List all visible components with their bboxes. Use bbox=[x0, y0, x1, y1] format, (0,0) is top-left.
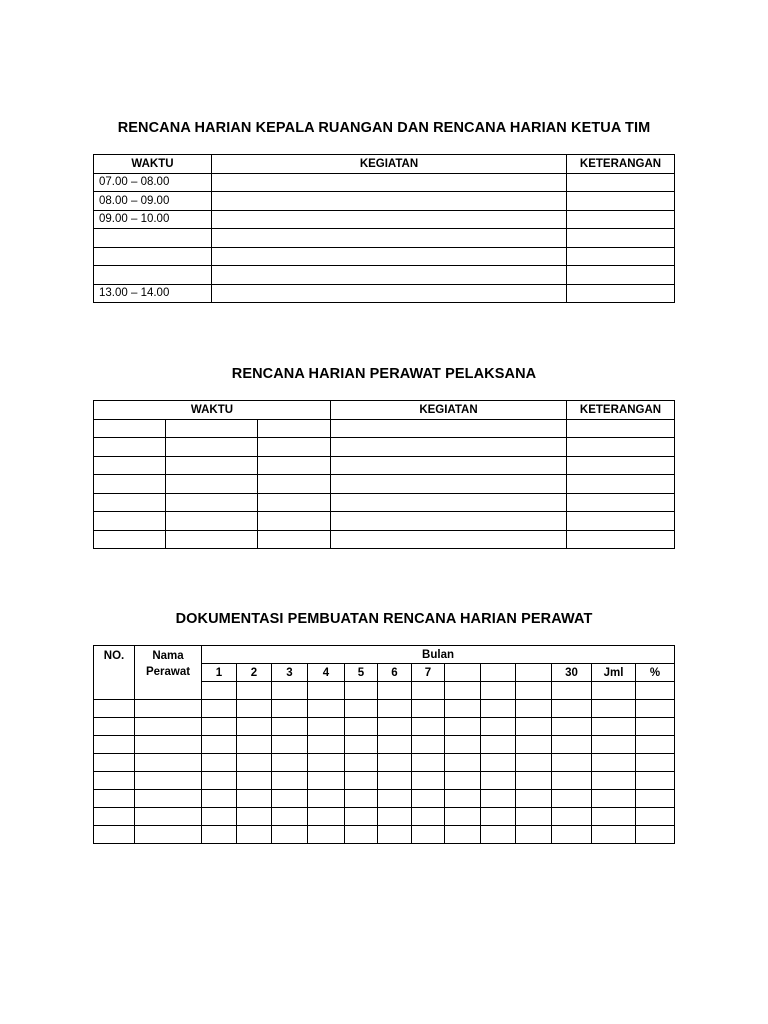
table-cell[interactable] bbox=[135, 718, 202, 736]
table-cell[interactable] bbox=[202, 754, 237, 772]
table-cell[interactable] bbox=[636, 826, 675, 844]
table-cell[interactable] bbox=[516, 826, 552, 844]
table-cell[interactable] bbox=[272, 736, 308, 754]
table-cell[interactable] bbox=[592, 754, 636, 772]
table-cell[interactable] bbox=[481, 826, 516, 844]
table-cell[interactable] bbox=[94, 530, 166, 549]
table-cell[interactable] bbox=[516, 682, 552, 700]
table-cell[interactable] bbox=[135, 700, 202, 718]
header-waktu: WAKTU bbox=[94, 401, 331, 420]
table-cell[interactable] bbox=[345, 700, 378, 718]
keterangan-cell[interactable] bbox=[567, 210, 675, 229]
table-cell[interactable] bbox=[308, 754, 345, 772]
table-cell[interactable] bbox=[345, 718, 378, 736]
table-cell[interactable] bbox=[135, 826, 202, 844]
table-cell[interactable] bbox=[636, 736, 675, 754]
table-cell[interactable] bbox=[308, 736, 345, 754]
table-cell[interactable] bbox=[412, 826, 445, 844]
nama-label: Nama bbox=[152, 650, 184, 662]
table-cell[interactable] bbox=[237, 808, 272, 826]
table-cell[interactable] bbox=[481, 772, 516, 790]
table-cell[interactable] bbox=[237, 682, 272, 700]
table-cell[interactable] bbox=[94, 790, 135, 808]
table-cell[interactable] bbox=[516, 736, 552, 754]
table-cell[interactable] bbox=[636, 790, 675, 808]
day-header: 6 bbox=[378, 664, 412, 682]
table-row bbox=[94, 192, 675, 211]
table-cell[interactable] bbox=[202, 736, 237, 754]
time-cell[interactable] bbox=[94, 229, 212, 248]
table-cell[interactable] bbox=[378, 808, 412, 826]
table-row bbox=[94, 419, 675, 438]
keterangan-cell[interactable] bbox=[567, 173, 675, 192]
table-cell[interactable] bbox=[166, 512, 258, 531]
day-header: 5 bbox=[345, 664, 378, 682]
perawat-label: Perawat bbox=[145, 666, 191, 678]
table-cell[interactable] bbox=[378, 700, 412, 718]
table-cell[interactable] bbox=[516, 700, 552, 718]
table-cell[interactable] bbox=[567, 512, 675, 531]
table-cell[interactable] bbox=[592, 700, 636, 718]
table-cell[interactable] bbox=[166, 475, 258, 494]
table-row bbox=[94, 173, 675, 192]
table-cell[interactable] bbox=[412, 754, 445, 772]
table-cell[interactable] bbox=[445, 826, 481, 844]
table-header-row bbox=[94, 646, 675, 664]
table-header-row bbox=[94, 155, 675, 174]
table-cell[interactable] bbox=[481, 754, 516, 772]
table-cell[interactable] bbox=[552, 682, 592, 700]
table-cell[interactable] bbox=[272, 754, 308, 772]
table-cell[interactable] bbox=[331, 419, 567, 438]
table-cell[interactable] bbox=[308, 718, 345, 736]
table-cell[interactable] bbox=[258, 512, 331, 531]
table-cell[interactable] bbox=[516, 772, 552, 790]
table-cell[interactable] bbox=[552, 808, 592, 826]
table-cell[interactable] bbox=[308, 700, 345, 718]
table-cell[interactable] bbox=[445, 700, 481, 718]
table-row bbox=[94, 266, 675, 285]
kegiatan-cell[interactable] bbox=[212, 247, 567, 266]
table-cell[interactable] bbox=[94, 438, 166, 457]
table-cell[interactable] bbox=[445, 718, 481, 736]
day-header: 3 bbox=[272, 664, 308, 682]
table-cell[interactable] bbox=[202, 700, 237, 718]
table-perawat-pelaksana bbox=[93, 400, 675, 549]
table-cell[interactable] bbox=[237, 754, 272, 772]
table-cell[interactable] bbox=[592, 808, 636, 826]
table-cell[interactable] bbox=[592, 736, 636, 754]
table-row bbox=[94, 284, 675, 303]
table-cell[interactable] bbox=[592, 826, 636, 844]
day-header: 7 bbox=[412, 664, 445, 682]
table-row bbox=[94, 736, 675, 754]
table-cell[interactable] bbox=[237, 772, 272, 790]
table-dokumentasi bbox=[93, 645, 675, 844]
table-cell[interactable] bbox=[345, 754, 378, 772]
table-cell[interactable] bbox=[445, 754, 481, 772]
table-row bbox=[94, 247, 675, 266]
table-cell[interactable] bbox=[202, 682, 237, 700]
keterangan-cell[interactable] bbox=[567, 266, 675, 285]
table-row bbox=[94, 718, 675, 736]
table-cell[interactable] bbox=[552, 736, 592, 754]
table-cell[interactable] bbox=[378, 790, 412, 808]
header-keterangan: KETERANGAN bbox=[567, 401, 675, 420]
table-cell[interactable] bbox=[258, 475, 331, 494]
table-cell[interactable] bbox=[636, 718, 675, 736]
table-cell[interactable] bbox=[516, 754, 552, 772]
table-cell[interactable] bbox=[378, 736, 412, 754]
table-cell[interactable] bbox=[166, 438, 258, 457]
table-cell[interactable] bbox=[94, 718, 135, 736]
table-cell[interactable] bbox=[308, 808, 345, 826]
table-cell[interactable] bbox=[94, 754, 135, 772]
table-row bbox=[94, 700, 675, 718]
title-table2: RENCANA HARIAN PERAWAT PELAKSANA bbox=[231, 366, 537, 382]
title-table1: RENCANA HARIAN KEPALA RUANGAN DAN RENCANA HARIAN KETUA TIM bbox=[117, 120, 651, 136]
table-cell[interactable] bbox=[272, 682, 308, 700]
table-cell[interactable] bbox=[552, 790, 592, 808]
day-header: Jml bbox=[592, 664, 636, 682]
header-waktu: WAKTU bbox=[94, 155, 212, 174]
table-cell[interactable] bbox=[636, 700, 675, 718]
table-cell[interactable] bbox=[445, 808, 481, 826]
day-header bbox=[516, 664, 552, 682]
table-cell[interactable] bbox=[202, 772, 237, 790]
header-no: NO. bbox=[94, 646, 135, 700]
keterangan-cell[interactable] bbox=[567, 247, 675, 266]
table-cell[interactable] bbox=[237, 736, 272, 754]
table-cell[interactable] bbox=[308, 790, 345, 808]
table-cell[interactable] bbox=[331, 512, 567, 531]
table-cell[interactable] bbox=[135, 736, 202, 754]
table-cell[interactable] bbox=[567, 493, 675, 512]
table-cell[interactable] bbox=[272, 790, 308, 808]
kegiatan-cell[interactable] bbox=[212, 284, 567, 303]
table-cell[interactable] bbox=[592, 772, 636, 790]
table-cell[interactable] bbox=[636, 682, 675, 700]
table-cell[interactable] bbox=[237, 718, 272, 736]
table-cell[interactable] bbox=[94, 808, 135, 826]
table-row bbox=[94, 754, 675, 772]
table-row bbox=[94, 772, 675, 790]
table-cell[interactable] bbox=[481, 682, 516, 700]
table-cell[interactable] bbox=[552, 754, 592, 772]
table-cell[interactable] bbox=[378, 772, 412, 790]
table-cell[interactable] bbox=[272, 772, 308, 790]
keterangan-cell[interactable] bbox=[567, 192, 675, 211]
table-cell[interactable] bbox=[445, 790, 481, 808]
table-cell[interactable] bbox=[567, 419, 675, 438]
table-cell[interactable] bbox=[481, 700, 516, 718]
table-cell[interactable] bbox=[567, 438, 675, 457]
table-cell[interactable] bbox=[331, 493, 567, 512]
day-header: 30 bbox=[552, 664, 592, 682]
table-row bbox=[94, 229, 675, 248]
table-cell[interactable] bbox=[258, 438, 331, 457]
table-row bbox=[94, 808, 675, 826]
table-cell[interactable] bbox=[481, 736, 516, 754]
table-cell[interactable] bbox=[308, 826, 345, 844]
kegiatan-cell[interactable] bbox=[212, 173, 567, 192]
table-cell[interactable] bbox=[331, 456, 567, 475]
table-cell[interactable] bbox=[445, 772, 481, 790]
table-cell[interactable] bbox=[345, 790, 378, 808]
header-bulan: Bulan bbox=[202, 646, 675, 664]
table-cell[interactable] bbox=[94, 456, 166, 475]
table-cell[interactable] bbox=[166, 456, 258, 475]
time-cell[interactable]: 09.00 – 10.00 bbox=[94, 210, 212, 229]
table-cell[interactable] bbox=[94, 475, 166, 494]
table-cell[interactable] bbox=[412, 808, 445, 826]
table-cell[interactable] bbox=[552, 772, 592, 790]
keterangan-cell[interactable] bbox=[567, 229, 675, 248]
table-cell[interactable] bbox=[202, 826, 237, 844]
table-cell[interactable] bbox=[516, 790, 552, 808]
day-header bbox=[445, 664, 481, 682]
table-cell[interactable] bbox=[94, 419, 166, 438]
time-cell[interactable]: 13.00 – 14.00 bbox=[94, 284, 212, 303]
table-cell[interactable] bbox=[94, 493, 166, 512]
time-cell[interactable] bbox=[94, 266, 212, 285]
table-cell[interactable] bbox=[135, 790, 202, 808]
table-cell[interactable] bbox=[258, 456, 331, 475]
table-cell[interactable] bbox=[331, 438, 567, 457]
table-cell[interactable] bbox=[94, 512, 166, 531]
header-nama-perawat bbox=[135, 646, 202, 700]
table-cell[interactable] bbox=[166, 419, 258, 438]
table-row bbox=[94, 438, 675, 457]
table-cell[interactable] bbox=[412, 682, 445, 700]
table-cell[interactable] bbox=[258, 419, 331, 438]
table-cell[interactable] bbox=[272, 826, 308, 844]
table-cell[interactable] bbox=[516, 808, 552, 826]
table-cell[interactable] bbox=[636, 808, 675, 826]
day-header: 2 bbox=[237, 664, 272, 682]
table-cell[interactable] bbox=[166, 493, 258, 512]
table-row bbox=[94, 530, 675, 549]
table-cell[interactable] bbox=[237, 826, 272, 844]
table-cell[interactable] bbox=[412, 700, 445, 718]
keterangan-cell[interactable] bbox=[567, 284, 675, 303]
table-cell[interactable] bbox=[258, 493, 331, 512]
table-cell[interactable] bbox=[94, 826, 135, 844]
table-cell[interactable] bbox=[345, 808, 378, 826]
table-cell[interactable] bbox=[166, 530, 258, 549]
time-cell[interactable] bbox=[94, 247, 212, 266]
table-row bbox=[94, 210, 675, 229]
table-cell[interactable] bbox=[592, 718, 636, 736]
table-cell[interactable] bbox=[516, 718, 552, 736]
day-header: 1 bbox=[202, 664, 237, 682]
time-cell[interactable]: 08.00 – 09.00 bbox=[94, 192, 212, 211]
table-cell[interactable] bbox=[412, 736, 445, 754]
table-cell[interactable] bbox=[237, 700, 272, 718]
table-cell[interactable] bbox=[308, 772, 345, 790]
table-cell[interactable] bbox=[445, 682, 481, 700]
table-cell[interactable] bbox=[94, 772, 135, 790]
kegiatan-cell[interactable] bbox=[212, 266, 567, 285]
day-header: 4 bbox=[308, 664, 345, 682]
day-header bbox=[481, 664, 516, 682]
title-table3: DOKUMENTASI PEMBUATAN RENCANA HARIAN PERAWAT bbox=[175, 611, 593, 627]
table-cell[interactable] bbox=[135, 772, 202, 790]
table-cell[interactable] bbox=[345, 682, 378, 700]
table-cell[interactable] bbox=[331, 530, 567, 549]
table-cell[interactable] bbox=[308, 682, 345, 700]
table-row bbox=[94, 512, 675, 531]
table-row bbox=[94, 456, 675, 475]
table-cell[interactable] bbox=[272, 718, 308, 736]
table-cell[interactable] bbox=[331, 475, 567, 494]
time-cell[interactable]: 07.00 – 08.00 bbox=[94, 173, 212, 192]
table-header-row bbox=[94, 401, 675, 420]
day-header: % bbox=[636, 664, 675, 682]
table-cell[interactable] bbox=[345, 772, 378, 790]
table-kepala-ruangan bbox=[93, 154, 675, 303]
table-cell[interactable] bbox=[481, 808, 516, 826]
header-kegiatan: KEGIATAN bbox=[331, 401, 567, 420]
table-cell[interactable] bbox=[592, 682, 636, 700]
kegiatan-cell[interactable] bbox=[212, 210, 567, 229]
table-cell[interactable] bbox=[135, 808, 202, 826]
table-cell[interactable] bbox=[202, 790, 237, 808]
table-cell[interactable] bbox=[567, 456, 675, 475]
table-row bbox=[94, 493, 675, 512]
table-cell[interactable] bbox=[378, 754, 412, 772]
table-cell[interactable] bbox=[412, 718, 445, 736]
header-keterangan: KETERANGAN bbox=[567, 155, 675, 174]
table-cell[interactable] bbox=[258, 530, 331, 549]
table-cell[interactable] bbox=[567, 475, 675, 494]
table-cell[interactable] bbox=[378, 718, 412, 736]
table-cell[interactable] bbox=[272, 700, 308, 718]
table-cell[interactable] bbox=[378, 682, 412, 700]
kegiatan-cell[interactable] bbox=[212, 229, 567, 248]
table-cell[interactable] bbox=[567, 530, 675, 549]
table-cell[interactable] bbox=[378, 826, 412, 844]
table-cell[interactable] bbox=[552, 700, 592, 718]
table-cell[interactable] bbox=[636, 772, 675, 790]
table-cell[interactable] bbox=[481, 718, 516, 736]
table-cell[interactable] bbox=[202, 808, 237, 826]
kegiatan-cell[interactable] bbox=[212, 192, 567, 211]
table-cell[interactable] bbox=[345, 736, 378, 754]
table-cell[interactable] bbox=[412, 790, 445, 808]
table-cell[interactable] bbox=[237, 790, 272, 808]
table-cell[interactable] bbox=[412, 772, 445, 790]
table-cell[interactable] bbox=[636, 754, 675, 772]
table-cell[interactable] bbox=[552, 826, 592, 844]
table-cell[interactable] bbox=[202, 718, 237, 736]
table-cell[interactable] bbox=[345, 826, 378, 844]
table-cell[interactable] bbox=[94, 736, 135, 754]
table-cell[interactable] bbox=[445, 736, 481, 754]
table-row bbox=[94, 790, 675, 808]
table-cell[interactable] bbox=[272, 808, 308, 826]
table-cell[interactable] bbox=[135, 754, 202, 772]
header-kegiatan: KEGIATAN bbox=[212, 155, 567, 174]
table-cell[interactable] bbox=[481, 790, 516, 808]
table-cell[interactable] bbox=[94, 700, 135, 718]
table-cell[interactable] bbox=[552, 718, 592, 736]
table-row bbox=[94, 826, 675, 844]
table-row bbox=[94, 475, 675, 494]
table-cell[interactable] bbox=[592, 790, 636, 808]
